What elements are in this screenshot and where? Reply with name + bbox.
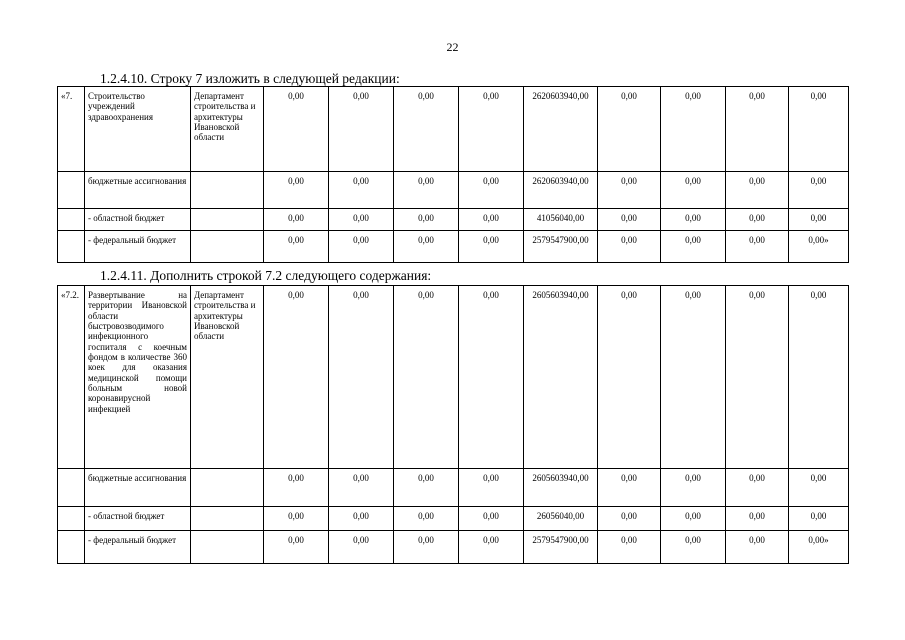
row-number-cell bbox=[58, 469, 85, 507]
value-cell: 2605603940,00 bbox=[524, 286, 598, 469]
value-cell: 0,00 bbox=[394, 231, 459, 263]
budget-table-row-7-2 bbox=[57, 285, 849, 564]
table-row bbox=[58, 507, 849, 531]
budget-table-row-7 bbox=[57, 86, 849, 263]
value-cell: 0,00 bbox=[329, 172, 394, 209]
value-cell: 2579547900,00 bbox=[524, 531, 598, 564]
value-cell: 0,00 bbox=[661, 469, 726, 507]
value-cell: 0,00 bbox=[789, 209, 849, 231]
value-cell: 0,00 bbox=[459, 469, 524, 507]
value-cell: 0,00 bbox=[394, 531, 459, 564]
value-cell: 0,00 bbox=[264, 231, 329, 263]
value-cell: 0,00 bbox=[598, 172, 661, 209]
value-cell: 0,00 bbox=[394, 209, 459, 231]
value-cell: 41056040,00 bbox=[524, 209, 598, 231]
row-number-cell bbox=[58, 172, 85, 209]
value-cell: 0,00 bbox=[264, 469, 329, 507]
value-cell: 0,00 bbox=[661, 172, 726, 209]
activity-name-cell: - областной бюджет bbox=[85, 209, 191, 231]
value-cell: 0,00 bbox=[264, 507, 329, 531]
value-cell: 0,00 bbox=[394, 87, 459, 172]
value-cell: 0,00 bbox=[598, 231, 661, 263]
value-cell: 0,00 bbox=[459, 286, 524, 469]
value-cell: 0,00 bbox=[726, 87, 789, 172]
value-cell: 0,00 bbox=[264, 172, 329, 209]
activity-name-cell: бюджетные ассигнования bbox=[85, 172, 191, 209]
value-cell: 0,00 bbox=[726, 209, 789, 231]
value-cell: 0,00 bbox=[661, 286, 726, 469]
executor-cell bbox=[191, 507, 264, 531]
value-cell: 0,00 bbox=[394, 172, 459, 209]
table-row bbox=[58, 531, 849, 564]
value-cell: 0,00 bbox=[264, 209, 329, 231]
table-row bbox=[58, 209, 849, 231]
value-cell: 0,00 bbox=[459, 209, 524, 231]
table-row bbox=[58, 87, 849, 172]
table-row bbox=[58, 172, 849, 209]
value-cell: 0,00 bbox=[661, 531, 726, 564]
value-cell: 0,00 bbox=[394, 286, 459, 469]
value-cell: 0,00 bbox=[789, 469, 849, 507]
value-cell: 0,00 bbox=[394, 507, 459, 531]
row-number-cell bbox=[58, 507, 85, 531]
value-cell: 0,00 bbox=[661, 507, 726, 531]
value-cell: 0,00 bbox=[726, 469, 789, 507]
executor-cell bbox=[191, 172, 264, 209]
executor-cell: Департамент строительства и архитектуры Ивановской области bbox=[191, 87, 264, 172]
row-number-cell bbox=[58, 231, 85, 263]
row-number-cell bbox=[58, 531, 85, 564]
table-row bbox=[58, 286, 849, 469]
value-cell: 2579547900,00 bbox=[524, 231, 598, 263]
section-heading-1: 1.2.4.10. Строку 7 изложить в следующей редакции: bbox=[100, 71, 400, 86]
value-cell: 0,00 bbox=[459, 531, 524, 564]
value-cell: 0,00 bbox=[329, 286, 394, 469]
row-number-cell: «7. bbox=[58, 87, 85, 172]
value-cell: 0,00 bbox=[459, 172, 524, 209]
value-cell: 0,00 bbox=[598, 87, 661, 172]
value-cell: 0,00 bbox=[789, 87, 849, 172]
value-cell: 0,00 bbox=[661, 209, 726, 231]
value-cell: 0,00» bbox=[789, 531, 849, 564]
value-cell: 0,00 bbox=[264, 87, 329, 172]
value-cell: 0,00 bbox=[789, 286, 849, 469]
activity-name-cell: Строительство учреждений здравоохранения bbox=[85, 87, 191, 172]
activity-name-cell: - федеральный бюджет bbox=[85, 231, 191, 263]
value-cell: 0,00 bbox=[329, 209, 394, 231]
activity-name-cell: бюджетные ассигнования bbox=[85, 469, 191, 507]
value-cell: 0,00 bbox=[264, 286, 329, 469]
table-row bbox=[58, 469, 849, 507]
value-cell: 0,00 bbox=[598, 286, 661, 469]
executor-cell: Департамент строительства и архитектуры Ивановской области bbox=[191, 286, 264, 469]
activity-name-cell: Развертывание на территории Ивановской области быстровозводимого инфекционного госпиталя с коечным фондом в количестве 360 коек для оказания медицинской помощи больным новой коронавирусной инфекцией bbox=[85, 286, 191, 469]
row-number-cell bbox=[58, 209, 85, 231]
executor-cell bbox=[191, 231, 264, 263]
value-cell: 0,00 bbox=[726, 507, 789, 531]
table-row bbox=[58, 231, 849, 263]
value-cell: 0,00 bbox=[329, 469, 394, 507]
value-cell: 0,00 bbox=[661, 87, 726, 172]
value-cell: 0,00 bbox=[459, 507, 524, 531]
value-cell: 0,00 bbox=[394, 469, 459, 507]
executor-cell bbox=[191, 531, 264, 564]
value-cell: 0,00 bbox=[598, 507, 661, 531]
value-cell: 26056040,00 bbox=[524, 507, 598, 531]
value-cell: 0,00 bbox=[726, 531, 789, 564]
value-cell: 0,00 bbox=[329, 231, 394, 263]
value-cell: 0,00 bbox=[329, 87, 394, 172]
value-cell: 0,00 bbox=[459, 87, 524, 172]
value-cell: 2605603940,00 bbox=[524, 469, 598, 507]
activity-name-cell: - федеральный бюджет bbox=[85, 531, 191, 564]
value-cell: 0,00 bbox=[789, 172, 849, 209]
page-number: 22 bbox=[446, 40, 459, 54]
value-cell: 0,00 bbox=[264, 531, 329, 564]
value-cell: 0,00 bbox=[598, 209, 661, 231]
row-number-cell: «7.2. bbox=[58, 286, 85, 469]
value-cell: 0,00 bbox=[726, 231, 789, 263]
activity-name-cell: - областной бюджет bbox=[85, 507, 191, 531]
value-cell: 2620603940,00 bbox=[524, 172, 598, 209]
executor-cell bbox=[191, 209, 264, 231]
value-cell: 0,00 bbox=[329, 531, 394, 564]
value-cell: 0,00 bbox=[661, 231, 726, 263]
value-cell: 0,00 bbox=[329, 507, 394, 531]
value-cell: 0,00» bbox=[789, 231, 849, 263]
section-heading-2: 1.2.4.11. Дополнить строкой 7.2 следующего содержания: bbox=[100, 268, 432, 283]
executor-cell bbox=[191, 469, 264, 507]
value-cell: 0,00 bbox=[598, 531, 661, 564]
value-cell: 0,00 bbox=[598, 469, 661, 507]
value-cell: 0,00 bbox=[726, 172, 789, 209]
value-cell: 2620603940,00 bbox=[524, 87, 598, 172]
value-cell: 0,00 bbox=[789, 507, 849, 531]
value-cell: 0,00 bbox=[459, 231, 524, 263]
value-cell: 0,00 bbox=[726, 286, 789, 469]
